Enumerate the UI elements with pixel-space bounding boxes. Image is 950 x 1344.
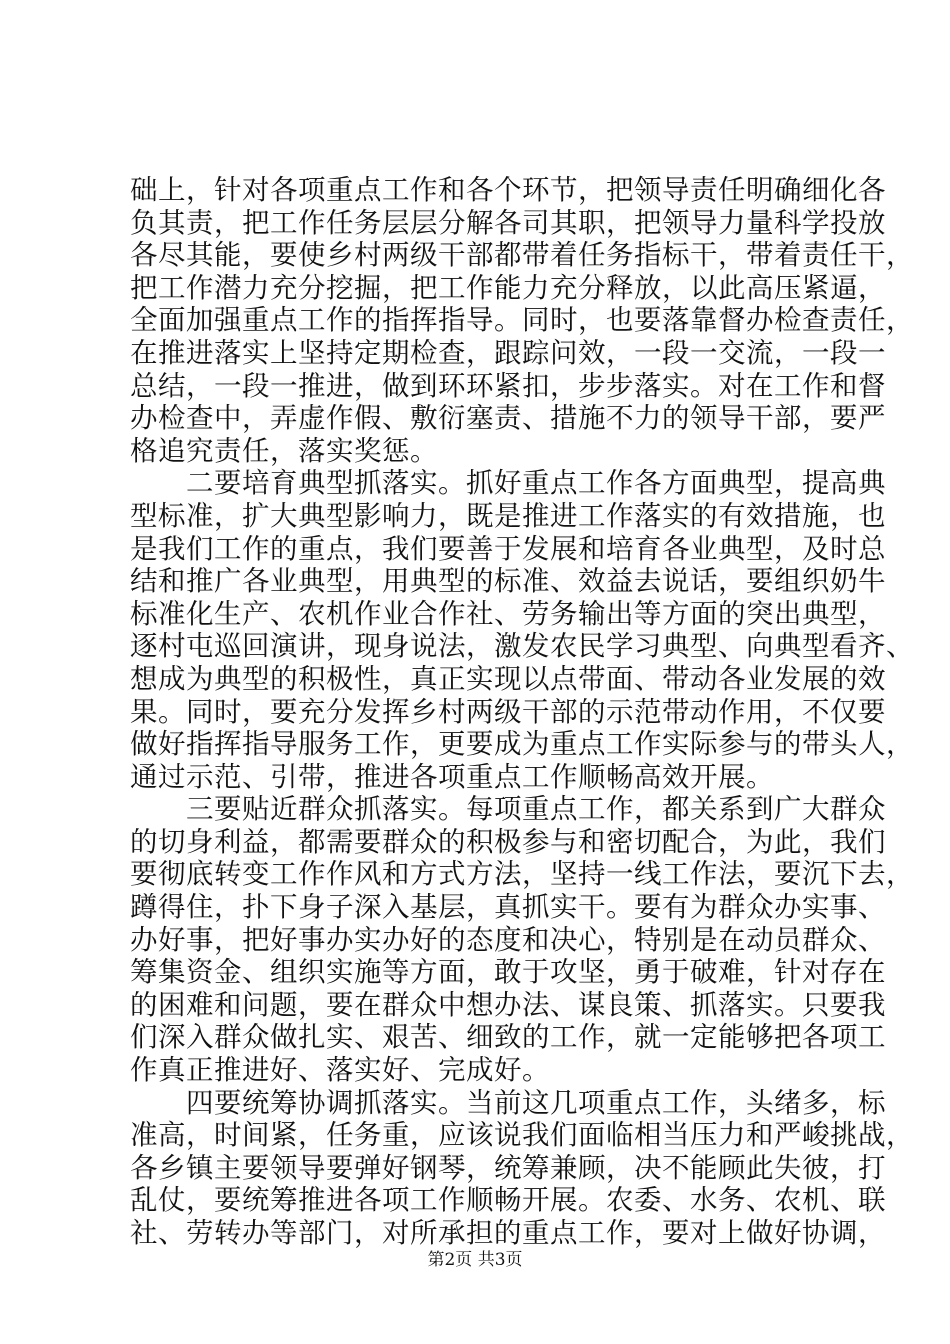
body-text-line: 果。同时，要充分发挥乡村两级干部的示范带动作用，不仅要: [130, 695, 886, 728]
body-text-line: 乱仗，要统筹推进各项工作顺畅开展。农委、水务、农机、联: [130, 1184, 886, 1217]
body-text-line: 办好事，把好事办实办好的态度和决心，特别是在动员群众、: [130, 923, 886, 956]
body-text-line: 逐村屯巡回演讲，现身说法，激发农民学习典型、向典型看齐、: [130, 630, 914, 663]
body-text-line: 的困难和问题，要在群众中想办法、谋良策、抓落实。只要我: [130, 988, 886, 1021]
body-text-line: 结和推广各业典型，用典型的标准、效益去说话，要组织奶牛: [130, 565, 886, 598]
body-text-line: 型标准，扩大典型影响力，既是推进工作落实的有效措施，也: [130, 499, 886, 532]
page-footer: 第2页 共3页: [427, 1250, 523, 1270]
body-text-line: 三要贴近群众抓落实。每项重点工作，都关系到广大群众: [130, 793, 886, 826]
body-text-line: 办检查中，弄虚作假、敷衍塞责、措施不力的领导干部，要严: [130, 402, 886, 435]
body-text-line: 格追究责任，落实奖惩。: [130, 434, 438, 467]
body-text-line: 做好指挥指导服务工作，更要成为重点工作实际参与的带头人，: [130, 728, 914, 761]
body-text-line: 是我们工作的重点，我们要善于发展和培育各业典型，及时总: [130, 532, 886, 565]
body-text-line: 通过示范、引带，推进各项重点工作顺畅高效开展。: [130, 760, 774, 793]
body-text-line: 社、劳转办等部门，对所承担的重点工作，要对上做好协调，: [130, 1217, 886, 1249]
body-text-line: 四要统筹协调抓落实。当前这几项重点工作，头绪多，标: [130, 1086, 886, 1119]
body-text-line: 们深入群众做扎实、艰苦、细致的工作，就一定能够把各项工: [130, 1021, 886, 1054]
body-text-line: 蹲得住，扑下身子深入基层，真抓实干。要有为群众办实事、: [130, 891, 886, 924]
body-text-line: 础上，针对各项重点工作和各个环节，把领导责任明确细化各: [130, 174, 886, 206]
body-text-line: 二要培育典型抓落实。抓好重点工作各方面典型，提高典: [130, 467, 886, 500]
body-text-line: 各尽其能，要使乡村两级干部都带着任务指标干，带着责任干，: [130, 239, 914, 272]
body-text-line: 标准化生产、农机作业合作社、劳务输出等方面的突出典型，: [130, 597, 886, 630]
body-text-line: 在推进落实上坚持定期检查，跟踪问效，一段一交流，一段一: [130, 336, 886, 369]
body-text-line: 作真正推进好、落实好、完成好。: [130, 1054, 550, 1087]
body-text-line: 全面加强重点工作的指挥指导。同时，也要落靠督办检查责任，: [130, 304, 914, 337]
document-body: [130, 174, 914, 1250]
body-text-line: 准高，时间紧，任务重，应该说我们面临相当压力和严峻挑战，: [130, 1119, 914, 1152]
body-text-line: 想成为典型的积极性，真正实现以点带面、带动各业发展的效: [130, 662, 886, 695]
body-text-line: 各乡镇主要领导要弹好钢琴，统筹兼顾，决不能顾此失彼，打: [130, 1151, 886, 1184]
body-text-line: 要彻底转变工作作风和方式方法，坚持一线工作法，要沉下去，: [130, 858, 914, 891]
body-text-line: 的切身利益，都需要群众的积极参与和密切配合，为此，我们: [130, 825, 886, 858]
body-text-line: 筹集资金、组织实施等方面，敢于攻坚，勇于破难，针对存在: [130, 956, 886, 989]
body-text-line: 负其责，把工作任务层层分解各司其职，把领导力量科学投放: [130, 206, 886, 239]
body-text-line: 把工作潜力充分挖掘，把工作能力充分释放，以此高压紧逼，: [130, 271, 886, 304]
body-text-line: 总结，一段一推进，做到环环紧扣，步步落实。对在工作和督: [130, 369, 886, 402]
